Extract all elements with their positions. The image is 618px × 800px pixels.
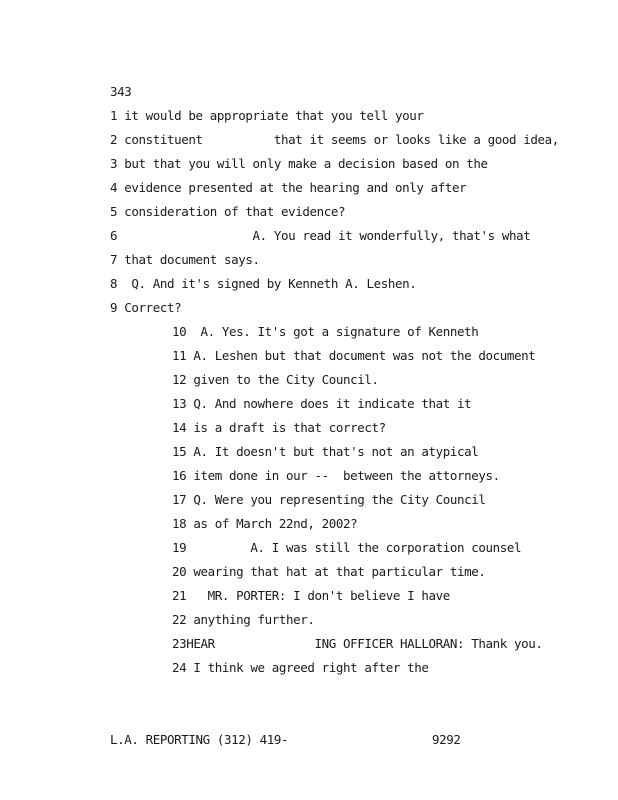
transcript-line-11: 11 A. Leshen but that document was not the document [172, 348, 536, 363]
transcript-line-9: 9 Correct? [110, 300, 182, 315]
page-number: 343 [110, 84, 132, 99]
transcript-line-5: 5 consideration of that evidence? [110, 204, 346, 219]
transcript-line-6: 6 A. You read it wonderfully, that's what [110, 228, 531, 243]
transcript-line-12: 12 given to the City Council. [172, 372, 379, 387]
transcript-line-19: 19 A. I was still the corporation counsel [172, 540, 522, 555]
transcript-line-16: 16 item done in our -- between the attorneys. [172, 468, 500, 483]
transcript-line-15: 15 A. It doesn't but that's not an atypical [172, 444, 479, 459]
transcript-line-4: 4 evidence presented at the hearing and only after [110, 180, 467, 195]
transcript-line-20: 20 wearing that hat at that particular time. [172, 564, 486, 579]
transcript-line-21: 21 MR. PORTER: I don't believe I have [172, 588, 450, 603]
transcript-line-14: 14 is a draft is that correct? [172, 420, 386, 435]
transcript-line-24: 24 I think we agreed right after the [172, 660, 429, 675]
transcript-line-2: 2 constituent that it seems or looks like a good idea, [110, 132, 559, 147]
transcript-line-10: 10 A. Yes. It's got a signature of Kenneth [172, 324, 479, 339]
transcript-line-3: 3 but that you will only make a decision based on the [110, 156, 488, 171]
transcript-line-7: 7 that document says. [110, 252, 260, 267]
transcript-line-1: 1 it would be appropriate that you tell your [110, 108, 424, 123]
footer-phone-suffix: 9292 [432, 732, 461, 747]
transcript-line-17: 17 Q. Were you representing the City Council [172, 492, 486, 507]
transcript-line-13: 13 Q. And nowhere does it indicate that it [172, 396, 472, 411]
transcript-line-23: 23HEAR ING OFFICER HALLORAN: Thank you. [172, 636, 543, 651]
transcript-line-22: 22 anything further. [172, 612, 315, 627]
footer-reporter: L.A. REPORTING (312) 419- [110, 732, 289, 747]
transcript-line-8: 8 Q. And it's signed by Kenneth A. Leshen. [110, 276, 417, 291]
transcript-line-18: 18 as of March 22nd, 2002? [172, 516, 358, 531]
